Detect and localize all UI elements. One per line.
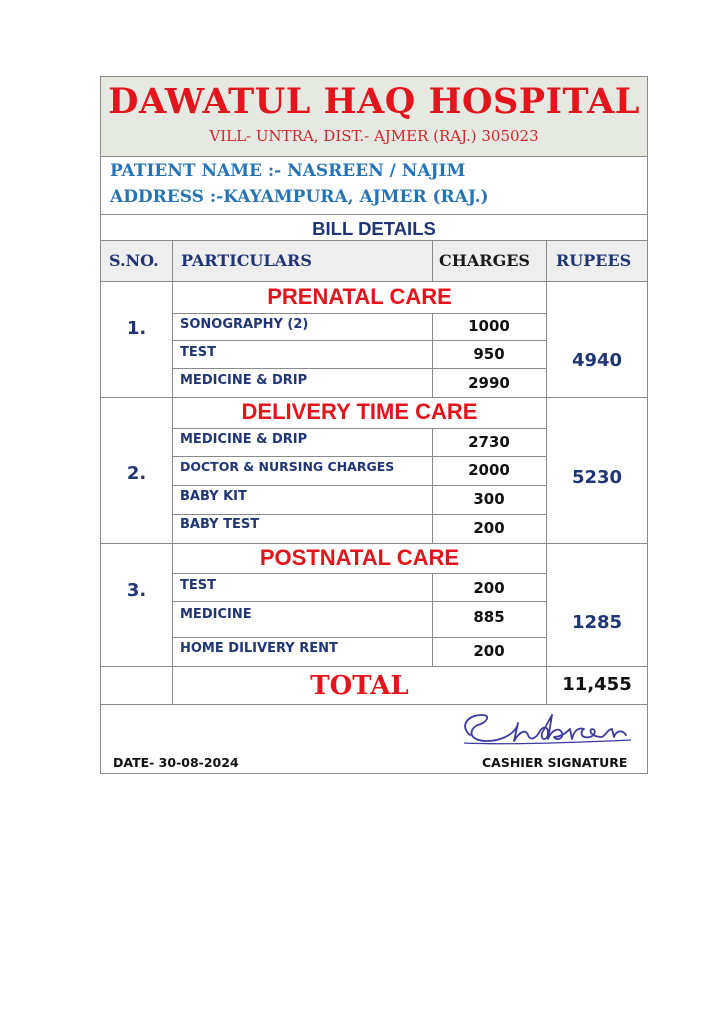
section-rupees: 4940 (571, 350, 623, 371)
row-divider (173, 637, 546, 638)
hospital-name: DAWATUL HAQ HOSPITAL (108, 81, 640, 122)
section-title: POSTNATAL CARE (259, 545, 460, 570)
divider (101, 214, 647, 215)
divider (101, 281, 647, 282)
column-header-sno: S.NO. (109, 251, 159, 270)
divider (101, 397, 647, 398)
total-label: TOTAL (310, 671, 409, 701)
item-label: DOCTOR & NURSING CHARGES (180, 459, 395, 474)
cashier-signature (456, 705, 636, 750)
column-header-rupees: RUPEES (556, 251, 632, 270)
section-sno: 1. (126, 318, 147, 339)
item-charge: 200 (473, 642, 505, 660)
column-divider (432, 240, 433, 281)
divider (101, 240, 647, 241)
item-label: MEDICINE & DRIP (180, 432, 308, 447)
column-header-particulars: PARTICULARS (181, 251, 312, 270)
item-label: MEDICINE & DRIP (180, 373, 308, 388)
bill-document (100, 76, 648, 774)
patient-name: PATIENT NAME :- NASREEN / NAJIM (110, 161, 466, 181)
section-rupees: 1285 (571, 612, 623, 633)
item-charge: 885 (473, 608, 505, 626)
bill-details-title: BILL DETAILS (312, 218, 436, 239)
section-sno: 2. (126, 463, 147, 484)
bill-date: DATE- 30-08-2024 (113, 755, 239, 770)
hospital-address: VILL- UNTRA, DIST.- AJMER (RAJ.) 305023 (209, 127, 539, 145)
item-label: HOME DILIVERY RENT (180, 641, 338, 656)
section-title: DELIVERY TIME CARE (241, 399, 478, 424)
item-charge: 950 (473, 345, 505, 363)
item-label: BABY TEST (180, 517, 260, 532)
divider (101, 156, 647, 157)
column-header-charges: CHARGES (439, 251, 530, 270)
section-title: PRENATAL CARE (267, 284, 452, 309)
item-label: MEDICINE (180, 607, 252, 622)
row-divider (173, 340, 546, 341)
row-divider (173, 601, 546, 602)
row-divider (173, 368, 546, 369)
row-divider (173, 456, 546, 457)
item-charge: 2000 (468, 461, 510, 479)
item-label: BABY KIT (180, 489, 247, 504)
divider (101, 543, 647, 544)
item-charge: 1000 (468, 317, 510, 335)
item-charge: 2990 (468, 374, 510, 392)
item-charge: 200 (473, 519, 505, 537)
item-label: TEST (180, 578, 216, 593)
item-label: SONOGRAPHY (2) (180, 317, 309, 332)
cashier-signature-label: CASHIER SIGNATURE (482, 755, 628, 770)
total-value: 11,455 (562, 674, 632, 695)
item-charge: 200 (473, 579, 505, 597)
patient-address: ADDRESS :-KAYAMPURA, AJMER (RAJ.) (110, 187, 489, 207)
signature-stroke (465, 715, 626, 741)
row-divider (173, 313, 546, 314)
row-divider (173, 485, 546, 486)
row-divider (173, 428, 546, 429)
divider (101, 666, 647, 667)
item-charge: 2730 (468, 433, 510, 451)
section-sno: 3. (126, 580, 147, 601)
row-divider (173, 514, 546, 515)
section-rupees: 5230 (571, 467, 623, 488)
row-divider (173, 573, 546, 574)
item-label: TEST (180, 345, 216, 360)
item-charge: 300 (473, 490, 505, 508)
